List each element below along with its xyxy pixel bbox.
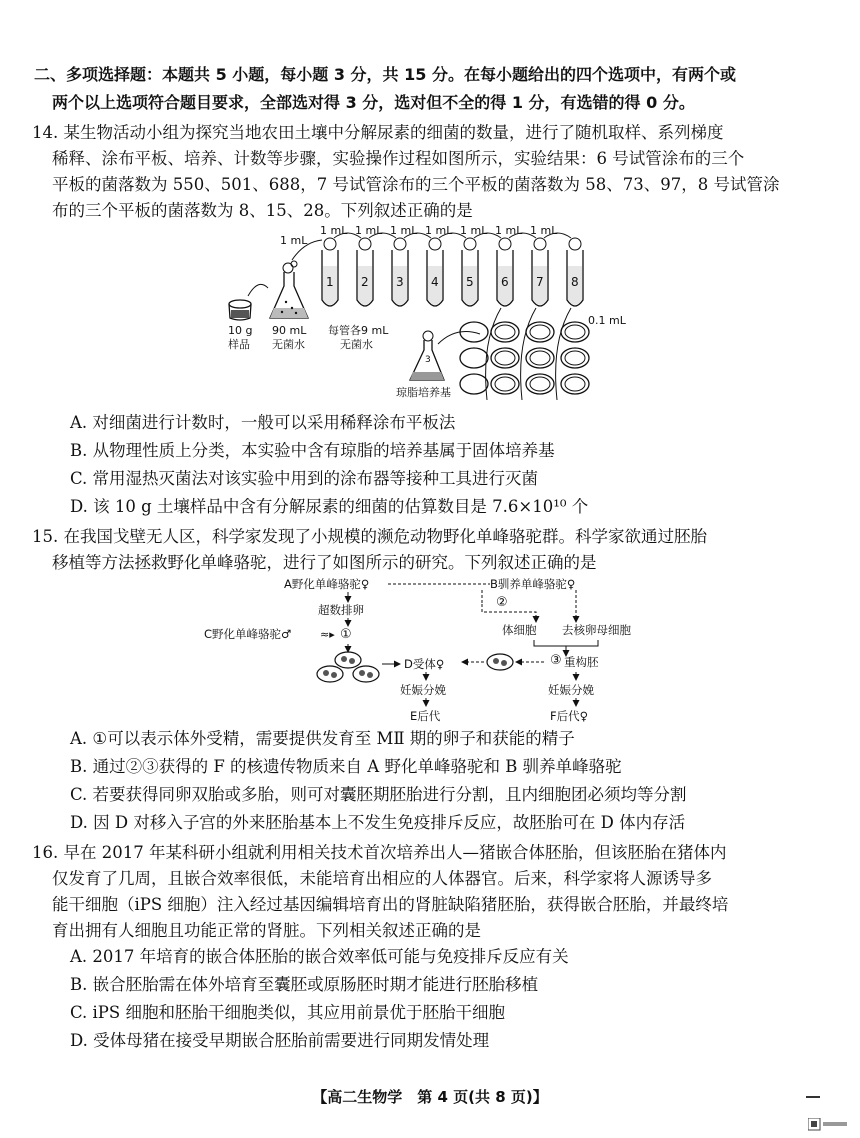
culture-plate-8-2 xyxy=(561,348,589,368)
tubes-volume-label: 每管各9 mL xyxy=(328,324,389,337)
sample-mass-label: 10 g xyxy=(228,324,253,337)
transfer-label-6: 1 mL xyxy=(495,224,523,237)
agar-medium-label: 琼脂培养基 xyxy=(396,386,451,399)
q16-option-d: D. 受体母猪在接受早期嵌合胚胎前需要进行同期发情处理 xyxy=(70,1031,490,1050)
tube-number-6: 6 xyxy=(501,275,509,289)
embryo-cluster xyxy=(317,652,379,682)
test-tube-7 xyxy=(532,238,548,306)
q16-option-c: C. iPS 细胞和胚胎干细胞类似，其应用前景优于胚胎干细胞 xyxy=(70,1003,505,1022)
water-flask xyxy=(270,261,308,318)
offspring-e-label: E后代 xyxy=(410,709,441,723)
tube-number-7: 7 xyxy=(536,275,544,289)
tube-number-8: 8 xyxy=(571,275,579,289)
q14-option-a: A. 对细菌进行计数时，一般可以采用稀释涂布平板法 xyxy=(70,413,456,432)
culture-plate-6-1 xyxy=(491,322,519,342)
culture-plate-7-3 xyxy=(526,374,554,394)
reconstructed-embryo-label: 重构胚 xyxy=(564,655,599,669)
superovulation-label: 超数排卵 xyxy=(318,603,364,617)
test-tube-4 xyxy=(427,238,443,306)
transfer-label-3: 1 mL xyxy=(390,224,418,237)
test-tube-1 xyxy=(322,238,338,306)
culture-plate-8-1 xyxy=(561,322,589,342)
test-tube-6 xyxy=(497,238,513,306)
soil-sample-dish xyxy=(229,300,251,320)
tube-number-3: 3 xyxy=(396,275,404,289)
enucleated-oocyte-label: 去核卵母细胞 xyxy=(562,623,631,637)
section-instructions-line-2: 两个以上选项符合题目要求，全部选对得 3 分，选对但不全的得 1 分，有选错的得 0 分。 xyxy=(52,93,695,112)
wave-arrow: ≈▸ xyxy=(320,628,335,641)
q15-option-b: B. 通过②③获得的 F 的核遗传物质来自 A 野化单峰骆驼和 B 驯养单峰骆驼 xyxy=(70,757,622,776)
culture-plate-blank-2 xyxy=(460,348,488,368)
q16-stem-line-4: 育出拥有人细胞且功能正常的肾脏。下列相关叙述正确的是 xyxy=(52,921,481,940)
section-instructions-line-1: 二、多项选择题：本题共 5 小题，每小题 3 分，共 15 分。在每小题给出的四个选项中，有两个或 xyxy=(34,65,736,84)
q15-stem-line-1: 15. 在我国戈壁无人区，科学家发现了小规模的濒危动物野化单峰骆驼群。科学家欲通过胚胎 xyxy=(32,527,707,546)
culture-plate-7-2 xyxy=(526,348,554,368)
culture-plate-blank-3 xyxy=(460,374,488,394)
q16-option-a: A. 2017 年培育的嵌合体胚胎的嵌合效率低可能与免疫排斥反应有关 xyxy=(70,947,569,966)
donor-c-label: C野化单峰骆驼♂ xyxy=(204,627,292,641)
test-tube-5 xyxy=(462,238,478,306)
culture-plate-7-1 xyxy=(526,322,554,342)
water-label: 无菌水 xyxy=(272,338,305,351)
qr-watermark-icon xyxy=(808,1118,848,1132)
plating-arrow-8 xyxy=(556,308,571,400)
plating-volume-label: 0.1 mL xyxy=(588,314,626,327)
culture-plates xyxy=(460,308,589,400)
donor-b-label: B驯养单峰骆驼♀ xyxy=(490,577,576,591)
q14-stem-line-1: 14. 某生物活动小组为探究当地农田土壤中分解尿素的细菌的数量，进行了随机取样、系列梯度 xyxy=(32,123,724,142)
step-3-label: ③ xyxy=(550,653,562,668)
q14-dilution-figure xyxy=(220,222,640,407)
q16-stem-line-3: 能干细胞（iPS 细胞）注入经过基因编辑培育出的肾脏缺陷猪胚胎，获得嵌合胚胎，并最终培 xyxy=(52,895,729,914)
offspring-f-label: F后代♀ xyxy=(550,709,589,723)
transfer-label-4: 1 mL xyxy=(425,224,453,237)
q14-option-d: D. 该 10 g 土壤样品中含有分解尿素的细菌的估算数目是 7.6×10¹⁰ 个 xyxy=(70,497,589,516)
agar-flask-number: 3 xyxy=(425,355,431,365)
somatic-cell-label: 体细胞 xyxy=(502,623,537,637)
transfer-label-7: 1 mL xyxy=(530,224,558,237)
plating-arrow-7 xyxy=(521,308,536,400)
q16-stem-line-1: 16. 早在 2017 年某科研小组就利用相关技术首次培养出人—猪嵌合体胚胎，但该胚胎在猪体内 xyxy=(32,843,727,862)
q15-camel-diagram xyxy=(200,572,660,724)
pregnancy-label-1: 妊娠分娩 xyxy=(400,683,446,697)
transfer-label-5: 1 mL xyxy=(460,224,488,237)
q14-option-c: C. 常用湿热灭菌法对该实验中用到的涂布器等接种工具进行灭菌 xyxy=(70,469,539,488)
q15-option-a: A. ①可以表示体外受精，需要提供发育至 MⅡ 期的卵子和获能的精子 xyxy=(70,729,575,748)
transfer-label-2: 1 mL xyxy=(355,224,383,237)
sample-label: 样品 xyxy=(228,338,250,351)
q14-stem-line-3: 平板的菌落数为 550、501、688，7 号试管涂布的三个平板的菌落数为 58、73、97，8 号试管涂 xyxy=(52,175,780,194)
recipient-d-label: D受体♀ xyxy=(404,657,445,671)
step-2-label: ② xyxy=(496,595,508,610)
q15-stem-line-2: 移植等方法拯救野化单峰骆驼，进行了如图所示的研究。下列叙述正确的是 xyxy=(52,553,597,572)
water-volume-label: 90 mL xyxy=(272,324,307,337)
tube-number-4: 4 xyxy=(431,275,439,289)
step-1-label: ① xyxy=(340,627,352,642)
q15-option-c: C. 若要获得同卵双胎或多胎，则可对囊胚期胚胎进行分割，且内细胞团必须均等分割 xyxy=(70,785,687,804)
q14-stem-line-2: 稀释、涂布平板、培养、计数等步骤，实验操作过程如图所示，实验结果：6 号试管涂布的三个 xyxy=(52,149,745,168)
donor-a-label: A野化单峰骆驼♀ xyxy=(284,577,370,591)
tube-number-5: 5 xyxy=(466,275,474,289)
culture-plate-6-2 xyxy=(491,348,519,368)
culture-plate-6-3 xyxy=(491,374,519,394)
culture-plate-8-3 xyxy=(561,374,589,394)
q16-option-b: B. 嵌合胚胎需在体外培育至囊胚或原肠胚时期才能进行胚胎移植 xyxy=(70,975,539,994)
q16-stem-line-2: 仅发育了几周，且嵌合效率很低，未能培育出相应的人体器官。后来，科学家将人源诱导多 xyxy=(52,869,712,888)
test-tube-2 xyxy=(357,238,373,306)
test-tube-8 xyxy=(567,238,583,306)
q15-option-d: D. 因 D 对移入子宫的外来胚胎基本上不发生免疫排斥反应，故胚胎可在 D 体内存活 xyxy=(70,813,686,832)
reconstructed-embryo xyxy=(487,654,513,670)
arrow-sample-to-flask xyxy=(248,284,268,296)
page-footer: 【高二生物学 第 4 页(共 8 页)】 xyxy=(312,1088,548,1106)
test-tube-3 xyxy=(392,238,408,306)
q14-stem-line-4: 布的三个平板的菌落数为 8、15、28。下列叙述正确的是 xyxy=(52,201,473,220)
tube-number-2: 2 xyxy=(361,275,369,289)
q14-option-b: B. 从物理性质上分类，本实验中含有琼脂的培养基属于固体培养基 xyxy=(70,441,555,460)
pregnancy-label-2: 妊娠分娩 xyxy=(548,683,594,697)
transfer-label-1: 1 mL xyxy=(320,224,348,237)
corner-mark xyxy=(806,1096,820,1098)
transfer-label-0: 1 mL xyxy=(280,234,308,247)
tube-number-1: 1 xyxy=(326,275,334,289)
tubes-label: 无菌水 xyxy=(340,338,373,351)
dilution-tubes xyxy=(320,224,583,306)
